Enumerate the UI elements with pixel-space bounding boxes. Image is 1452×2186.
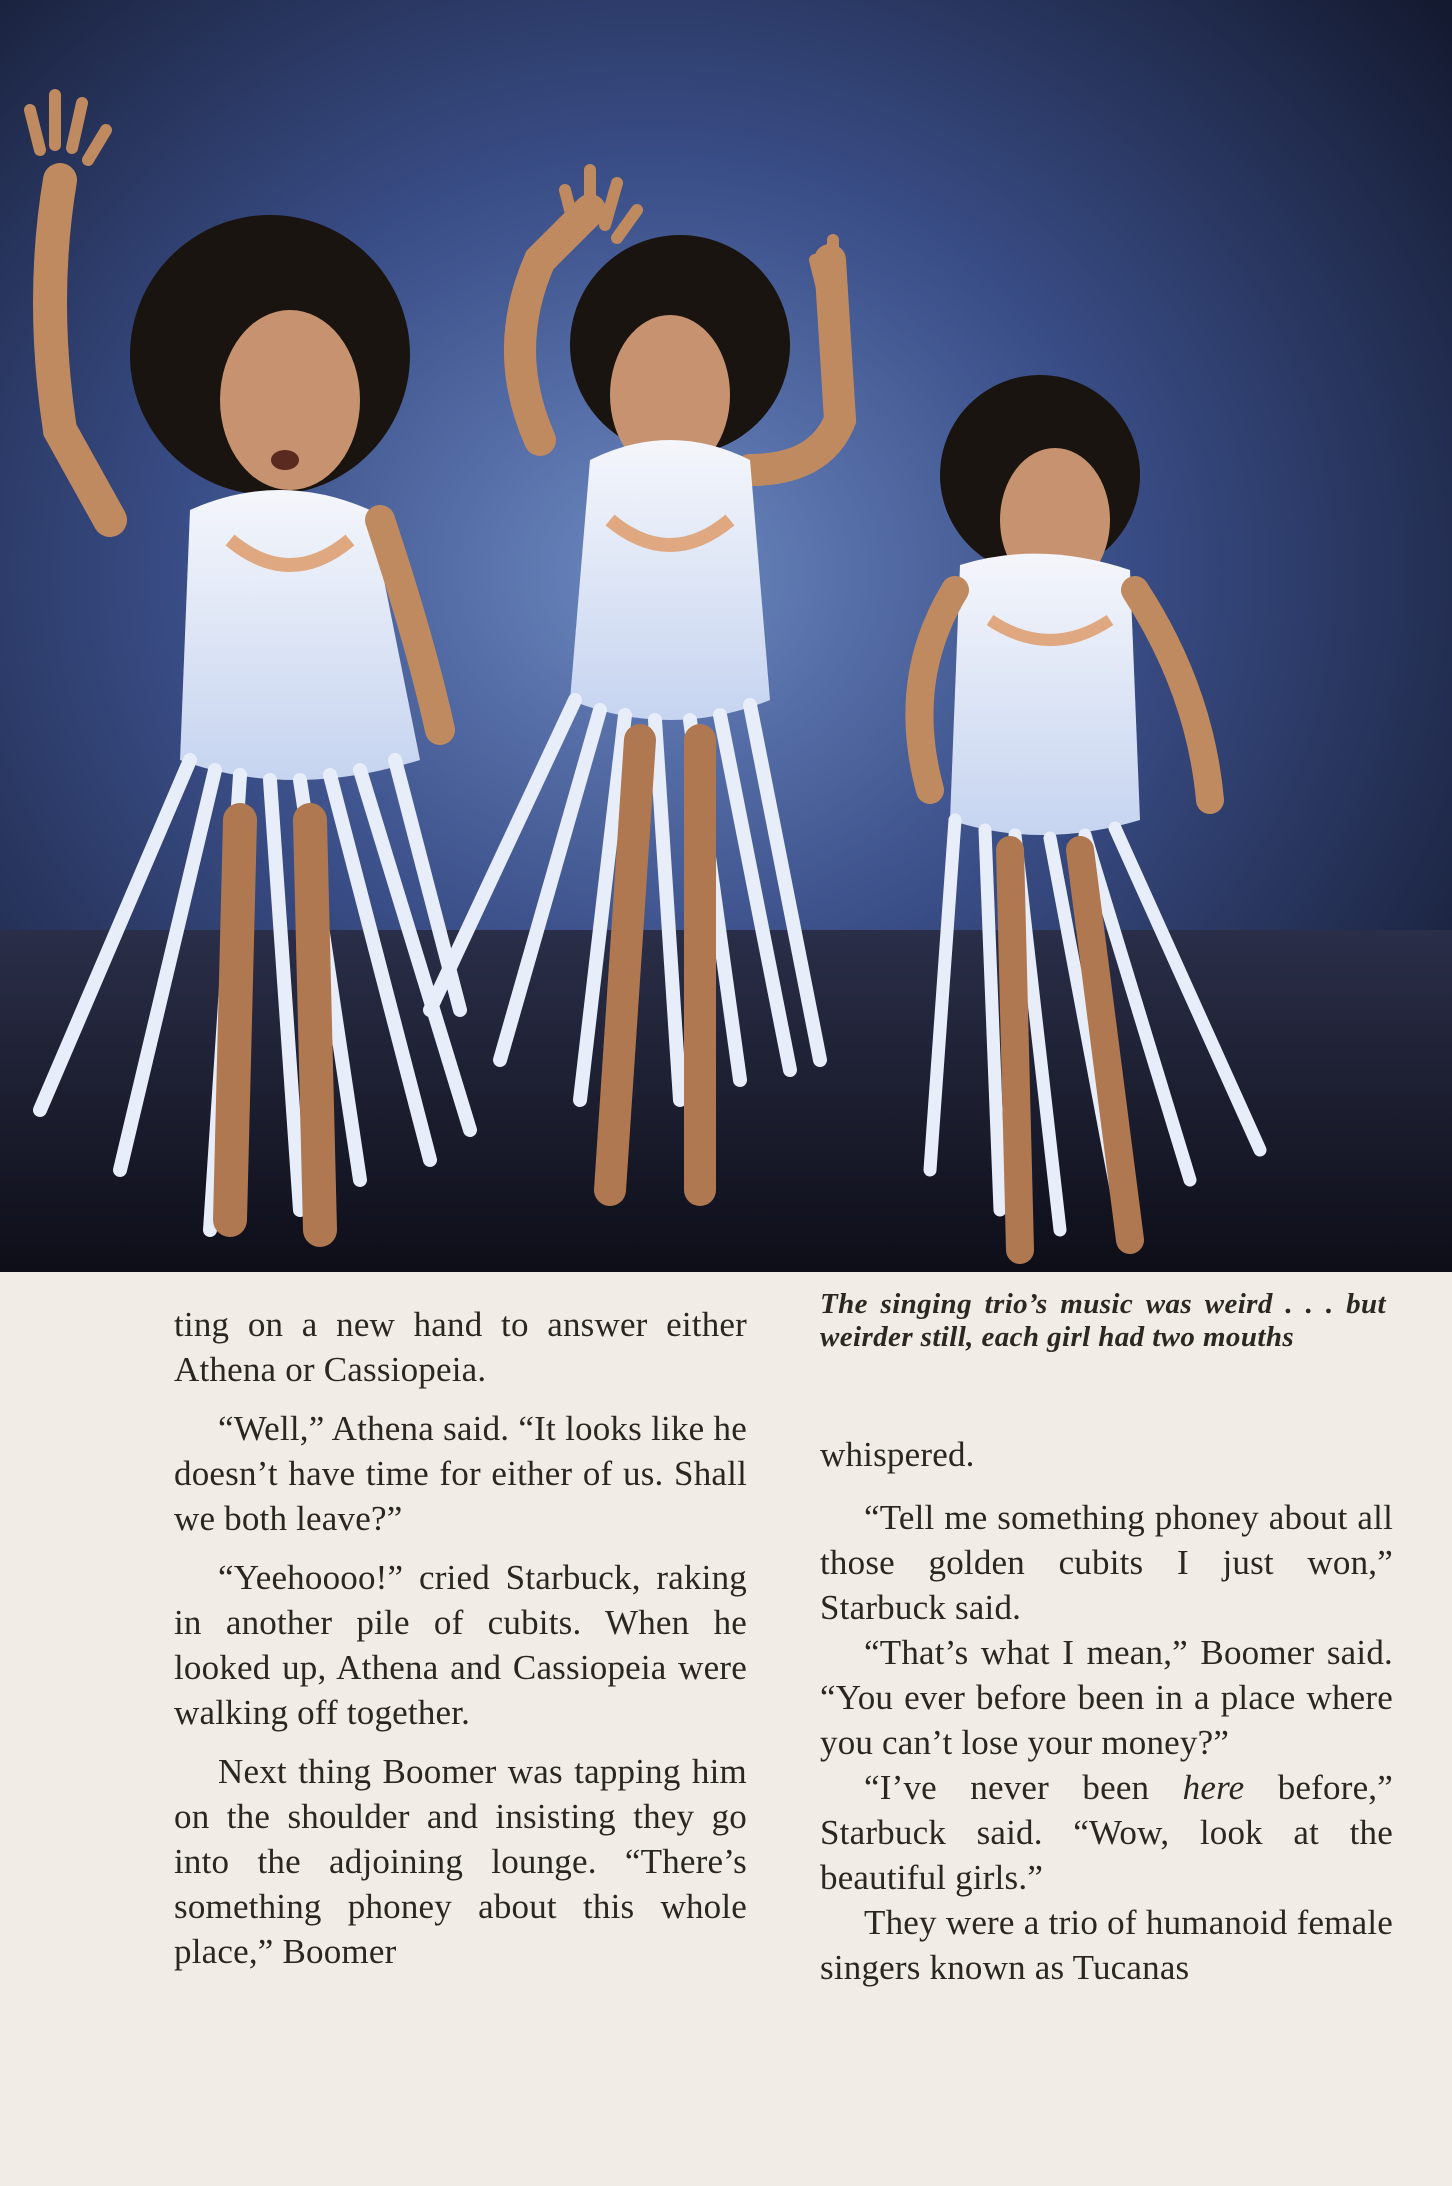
paragraph: “Tell me something phoney about all those golden cubits I just won,” Starbuck said. — [820, 1498, 1393, 1627]
paragraph — [820, 1765, 1393, 1900]
emphasis-text: here — [1182, 1768, 1245, 1807]
paragraph: whispered. — [820, 1435, 975, 1474]
paragraph: ting on a new hand to answer either Athena or Cassiopeia. — [174, 1305, 747, 1389]
photo-caption: The singing trio’s music was weird . . . but weirder still, each girl had two mouths — [820, 1288, 1386, 1353]
paragraph-text: before,” Starbuck said. “Wow, look at the beautiful girls.” — [820, 1768, 1393, 1897]
paragraph-text: “I’ve never been — [864, 1768, 1183, 1807]
paragraph: “Yeehoooo!” cried Starbuck, raking in another pile of cubits. When he looked up, Athena and Cassiopeia were walking off together. — [174, 1558, 747, 1732]
paragraph: “That’s what I mean,” Boomer said. “You ever before been in a place where you can’t lose your money?” — [820, 1633, 1393, 1762]
paragraph: Next thing Boomer was tapping him on the shoulder and insisting they go into the adjoining lounge. “There’s something phoney about this whole place,” Boomer — [174, 1752, 747, 1971]
paragraph: They were a trio of humanoid female singers known as Tucanas — [820, 1903, 1393, 1987]
text-column-left — [174, 1302, 747, 1974]
text-column-right — [820, 1432, 1393, 1990]
paragraph: “Well,” Athena said. “It looks like he doesn’t have time for either of us. Shall we both leave?” — [174, 1409, 747, 1538]
